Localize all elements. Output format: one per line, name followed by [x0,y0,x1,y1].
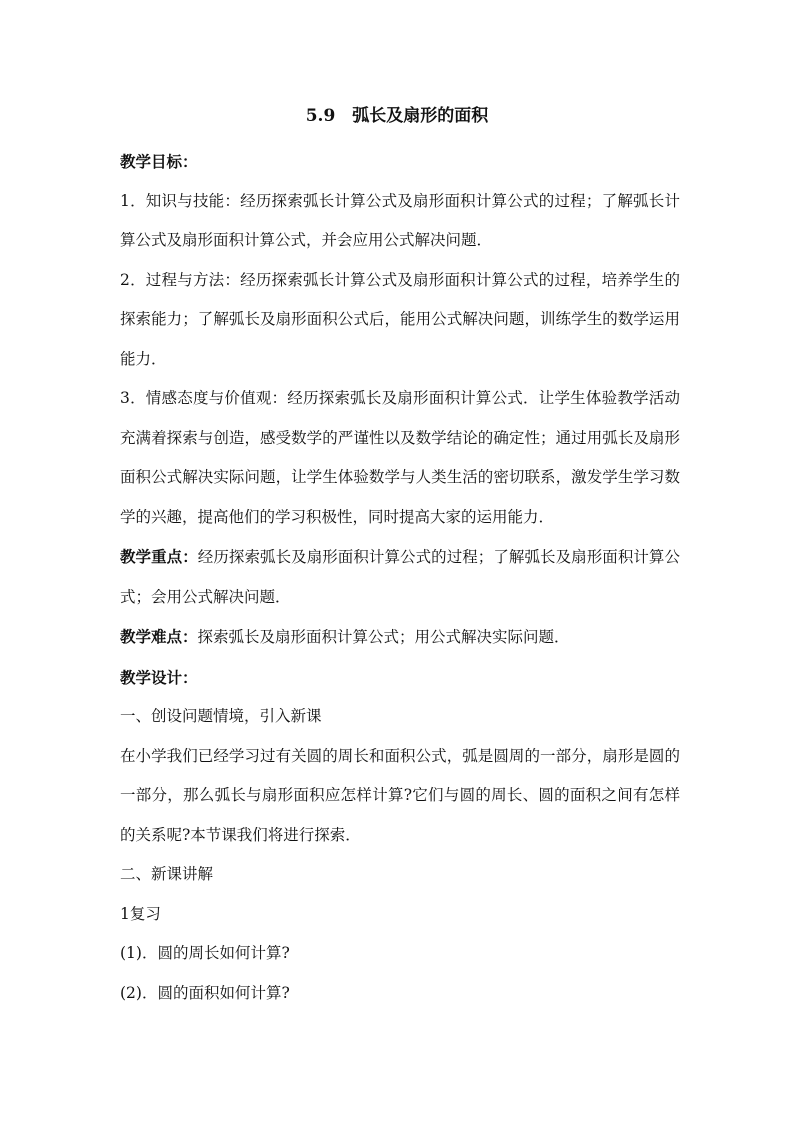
objective-item-process: 2．过程与方法：经历探索弧长计算公式及扇形面积计算公式的过程，培养学生的探索能力；了解弧长及扇形面积公式后，能用公式解决问题，训练学生的数学运用能力． [120,270,680,368]
objectives-heading: 教学目标： [120,152,198,171]
section-one-title: 一、创设问题情境，引入新课 [120,707,322,725]
section-one-text: 在小学我们已经学习过有关圆的周长和面积公式，弧是圆周的一部分，扇形是圆的一部分，那么弧长与扇形面积应怎样计算?它们与圆的周长、圆的面积之间有怎样的关系呢?本节课我们将进行探索． [120,746,680,844]
page-title: 5.9 弧长及扇形的面积 [305,106,489,126]
key-points-text: 经历探索弧长及扇形面积计算公式的过程；了解弧长及扇形面积计算公式；会用公式解决问题． [120,548,680,606]
design-heading: 教学设计： [120,667,198,687]
objective-item-knowledge: 1．知识与技能：经历探索弧长计算公式及扇形面积计算公式的过程；了解弧长计算公式及扇形面积计算公式，并会应用公式解决问题． [120,191,680,249]
difficulties-label: 教学难点： [120,627,198,646]
review-question-1: (1)．圆的周长如何计算? [120,944,290,962]
difficulties-text: 探索弧长及扇形面积计算公式；用公式解决实际问题． [197,628,570,646]
section-two-title: 二、新课讲解 [120,865,214,883]
difficulties-paragraph [120,617,680,658]
key-points-label: 教学重点： [120,547,198,566]
key-points-paragraph [120,537,680,617]
review-title: 1复习 [120,904,161,923]
document-body [120,142,680,1013]
review-question-2: (2)．圆的面积如何计算? [120,983,290,1002]
objective-item-attitude: 3．情感态度与价值观：经历探索弧长及扇形面积计算公式．让学生体验教学活动充满着探索与创造，感受数学的严谨性以及数学结论的确定性；通过用弧长及扇形面积公式解决实际问题，让学生体验数学与人类生活的密切联系，激发学生学习数学的兴趣，提高他们的学习积极性，同时提高大家的运用能力． [120,389,680,526]
